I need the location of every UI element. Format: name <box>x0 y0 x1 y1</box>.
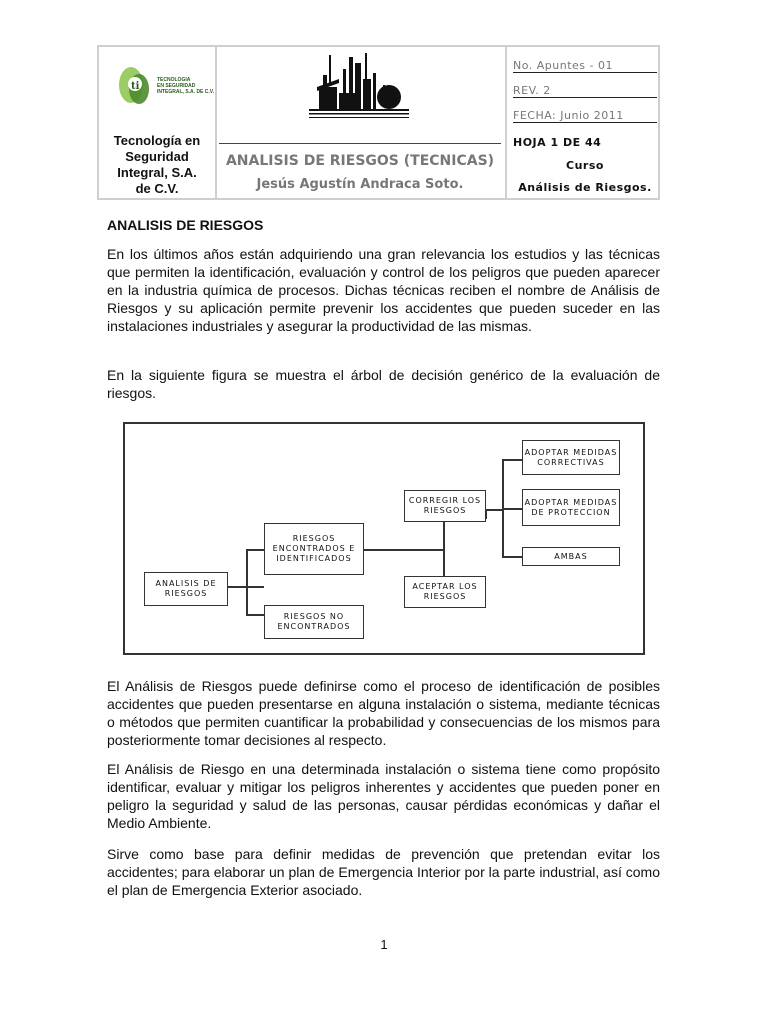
node-riesgos-encontrados: RIESGOS ENCONTRADOS E IDENTIFICADOS <box>264 523 364 575</box>
document-title: ANALISIS DE RIESGOS (TECNICAS) <box>225 153 495 169</box>
connector <box>443 520 445 578</box>
connector <box>246 549 248 614</box>
title-rule <box>219 143 501 144</box>
connector <box>502 508 522 510</box>
node-aceptar-riesgos: ACEPTAR LOS RIESGOS <box>404 576 486 608</box>
date: FECHA: Junio 2011 <box>513 109 657 123</box>
node-corregir-riesgos: CORREGIR LOS RIESGOS <box>404 490 486 522</box>
paragraph-definition: El Análisis de Riesgos puede definirse como el proceso de identificación de posibles accidentes que pueden presentarse en alguna instalación o sistema, mediante técnicas o métodos que permiten cuantificar la probabilidad y consecuencias de los mismos para posteriormente tomar decisiones al respecto. <box>107 678 660 748</box>
paragraph-intro: En los últimos años están adquiriendo una gran relevancia los estudios y las técnicas que permiten la identificación, evaluación y control de los peligros que pueden aparecer en la industria química de procesos. Dichas técnicas reciben el nombre de Análisis de Riesgos y su aplicación permite prevenir los accidentes que pueden suceder en las instalaciones industriales y asegurar la productividad de las mismas. <box>107 246 660 334</box>
node-analisis-riesgos: ANALISIS DE RIESGOS <box>144 572 228 606</box>
connector <box>226 586 264 588</box>
node-ambas: AMBAS <box>522 547 620 566</box>
connector <box>502 556 522 558</box>
page-count: HOJA 1 DE 44 <box>513 136 602 149</box>
connector <box>502 459 522 461</box>
apuntes-number: No. Apuntes - 01 <box>513 59 657 73</box>
industrial-plant-icon <box>309 49 409 125</box>
svg-text:ti: ti <box>131 81 140 92</box>
revision: REV. 2 <box>513 84 657 98</box>
paragraph-base: Sirve como base para definir medidas de prevención que pretendan evitar los accidentes; para elaborar un plan de Emergencia Interior por la parte industrial, así como el plan de Emergencia Exterior asociado. <box>107 846 660 898</box>
course-name: Análisis de Riesgos. <box>518 181 652 194</box>
header-divider <box>505 47 507 198</box>
page-number: 1 <box>380 937 388 952</box>
company-name: Tecnología en Seguridad Integral, S.A. de C.V. <box>113 133 201 196</box>
logo-text: TECNOLOGIA EN SEGURIDAD INTEGRAL, S.A. DE C.V. <box>157 77 215 95</box>
connector <box>246 614 266 616</box>
connector <box>362 549 444 551</box>
node-medidas-proteccion: ADOPTAR MEDIDAS DE PROTECCION <box>522 489 620 526</box>
paragraph-figure-intro: En la siguiente figura se muestra el árbol de decisión genérico de la evaluación de riesgos. <box>107 367 660 401</box>
section-heading: ANALISIS DE RIESGOS <box>107 217 264 233</box>
connector <box>485 509 502 511</box>
node-riesgos-no-encontrados: RIESGOS NO ENCONTRADOS <box>264 605 364 639</box>
node-medidas-correctivas: ADOPTAR MEDIDAS CORRECTIVAS <box>522 440 620 475</box>
document-header <box>97 45 660 200</box>
paragraph-purpose: El Análisis de Riesgo en una determinada instalación o sistema tiene como propósito identificar, evaluar y mitigar los peligros inherentes y accidentes que pueden poner en peligro la seguridad y salud de las personas, causar pérdidas económicas y dañar el Medio Ambiente. <box>107 761 660 831</box>
decision-tree-diagram <box>123 422 645 655</box>
document-author: Jesús Agustín Andraca Soto. <box>256 177 464 192</box>
course-label: Curso <box>566 159 604 172</box>
connector <box>246 549 266 551</box>
